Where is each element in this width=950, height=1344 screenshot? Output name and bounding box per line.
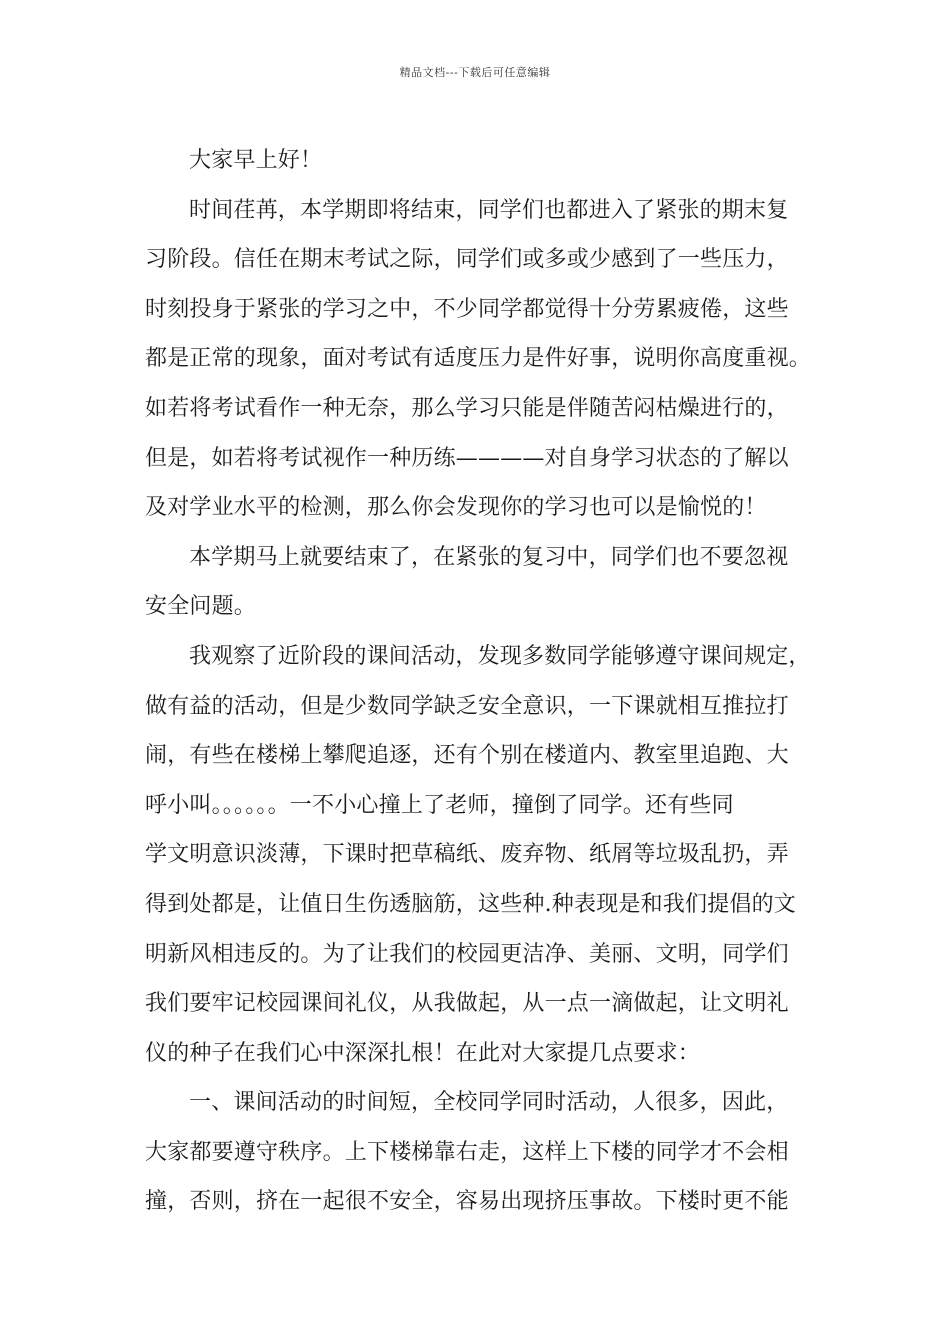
paragraph-line: 闹，有些在楼梯上攀爬追逐，还有个别在楼道内、教室里追跑、大 [145,743,789,769]
paragraph-line: 我观察了近阶段的课间活动，发现多数同学能够遵守课间规定， [189,643,811,669]
paragraph-line: 明新风相违反的。为了让我们的校园更洁净、美丽、文明，同学们 [145,941,789,967]
paragraph-line: 呼小叫。。。。。。一不小心撞上了老师，撞倒了同学。还有些同 [145,792,734,818]
paragraph-line: 本学期马上就要结束了，在紧张的复习中，同学们也不要忽视 [189,544,789,570]
paragraph-line: 如若将考试看作一种无奈，那么学习只能是伴随苦闷枯燥进行的， [145,395,789,421]
paragraph-line: 得到处都是，让值日生伤透脑筋，这些种.种表现是和我们提倡的文 [145,891,796,917]
paragraph-line: 仪的种子在我们心中深深扎根！在此对大家提几点要求： [145,1040,701,1066]
paragraph-line: 撞，否则，挤在一起很不安全，容易出现挤压事故。下楼时更不能 [145,1189,789,1215]
paragraph-line: 一、课间活动的时间短，全校同学同时活动，人很多，因此， [189,1090,789,1116]
paragraph-line: 时间荏苒，本学期即将结束，同学们也都进入了紧张的期末复 [189,197,789,223]
paragraph-line: 学文明意识淡薄，下课时把草稿纸、废弃物、纸屑等垃圾乱扔，弄 [145,842,789,868]
paragraph-line: 及对学业水平的检测，那么你会发现你的学习也可以是愉悦的！ [145,495,767,521]
paragraph-line: 做有益的活动，但是少数同学缺乏安全意识，一下课就相互推拉打 [145,693,789,719]
paragraph-line: 安全问题。 [145,594,257,620]
paragraph-line: 但是，如若将考试视作一种历练————对自身学习状态的了解以 [145,445,789,471]
document-body [145,136,815,1227]
paragraph-line: 时刻投身于紧张的学习之中，不少同学都觉得十分劳累疲倦，这些 [145,296,789,322]
paragraph-line: 我们要牢记校园课间礼仪，从我做起，从一点一滴做起，让文明礼 [145,991,789,1017]
page-header: 精品文档---下载后可任意编辑 [399,66,551,79]
paragraph-line: 都是正常的现象，面对考试有适度压力是件好事，说明你高度重视。 [145,346,812,372]
greeting-line: 大家早上好！ [189,148,323,173]
paragraph-line: 习阶段。信任在期末考试之际，同学们或多或少感到了一些压力， [145,247,789,273]
paragraph-line: 大家都要遵守秩序。上下楼梯靠右走，这样上下楼的同学才不会相 [145,1139,789,1165]
